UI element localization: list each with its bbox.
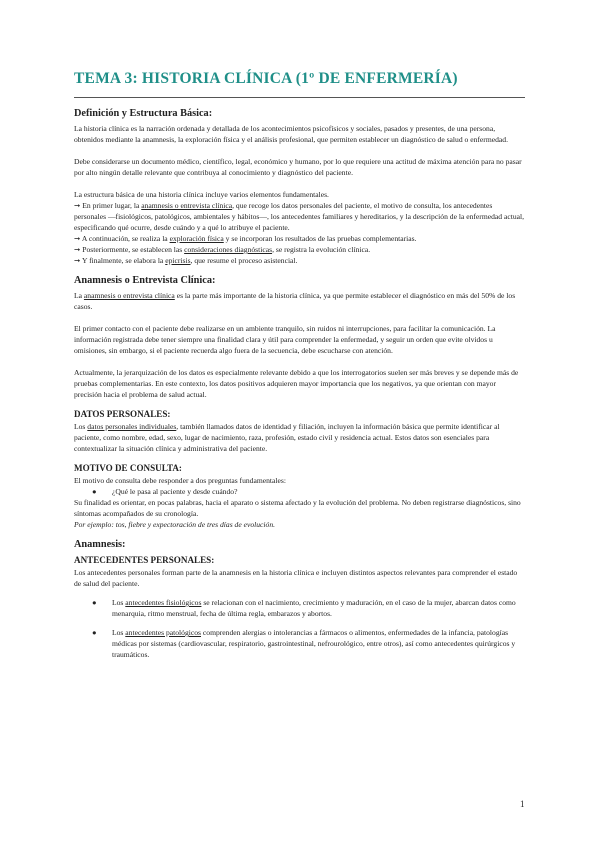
paragraph: La historia clínica es la narración ordenada y detallada de los acontecimientos psicofísicos y sociales, pasados y presentes, de una persona, obtenidos mediante la anamnesis, la exploración física y el análisis profesional, que permiten establecer un diagnóstico de salud o enfermedad.	[74, 124, 508, 144]
section-heading-anamnesis: Anamnesis:	[74, 539, 126, 550]
section-heading-motivo-consulta: MOTIVO DE CONSULTA:	[74, 463, 182, 473]
paragraph: Debe considerarse un documento médico, científico, legal, económico y humano, por lo que requiere una actitud de máxima atención para no pasar por alto ningún detalle relevante que contribuya al conocimiento y diagnóstico del paciente.	[74, 157, 522, 177]
paragraph: El motivo de consulta debe responder a dos preguntas fundamentales:	[74, 476, 286, 485]
underlined-term: anamnesis o entrevista clínica	[83, 291, 175, 300]
underlined-term: antecedentes fisiológicos	[125, 598, 202, 607]
subsection-heading-antecedentes: ANTECEDENTES PERSONALES:	[74, 555, 215, 565]
bullet-icon: ●	[92, 598, 97, 607]
paragraph: El primer contacto con el paciente debe realizarse en un ambiente tranquilo, sin ruidos ni interrupciones, para facilitar la comunicación. La información registrada debe tener siempre una finalidad clara y útil para comprender la enfermedad, y seguir un orden que evite olvidos u omisiones, sin embargo, si el paciente recuerda algo fuera de la secuencia, debe escucharse con atención.	[74, 324, 496, 355]
document-body	[74, 107, 525, 660]
bullet-icon: ●	[92, 628, 97, 637]
paragraph: La estructura básica de una historia clínica incluye varios elementos fundamentales.	[74, 190, 329, 199]
paragraph: Actualmente, la jerarquización de los datos es especialmente relevante debido a que los interrogatorios suelen ser más breves y se depende más de pruebas complementarias. En este contexto, los datos positivos adquieren mayor importancia que los negativos, ya que orientan con mayor precisión hacia el problema de salud actual.	[74, 368, 519, 399]
underlined-term: anamnesis o entrevista clínica	[141, 201, 233, 210]
bullet-icon: ●	[92, 487, 97, 496]
underlined-term: antecedentes patológicos	[125, 628, 201, 637]
paragraph: La anamnesis o entrevista clínica es la parte más importante de la historia clínica, ya que permite establecer el diagnóstico en más del 50% de los casos.	[74, 291, 516, 311]
arrow-icon: ➞	[74, 234, 81, 243]
underlined-term: exploración física	[169, 234, 224, 243]
arrow-icon: ➞	[74, 201, 81, 210]
list-item: ● Los antecedentes fisiológicos se relacionan con el nacimiento, crecimiento y maduración, en el caso de la mujer, abarcan datos como menarquia, ritmo menstrual, fecha de última regla, embarazos y abortos.	[92, 598, 516, 618]
arrow-item: ➞ Y finalmente, se elabora la epicrisis, que resume el proceso asistencial.	[74, 256, 298, 265]
section-heading-definicion: Definición y Estructura Básica:	[74, 108, 213, 119]
arrow-icon: ➞	[74, 245, 81, 254]
section-heading-anamnesis-entrevista: Anamnesis o Entrevista Clínica:	[74, 275, 216, 286]
page-title: TEMA 3: HISTORIA CLÍNICA (1º DE ENFERMERÍA)	[74, 70, 458, 87]
example-text: Por ejemplo: tos, fiebre y expectoración de tres días de evolución.	[74, 520, 276, 529]
arrow-icon: ➞	[74, 256, 81, 265]
list-item: ● ¿Qué le pasa al paciente y desde cuándo?	[92, 487, 238, 496]
arrow-item: ➞ Posteriormente, se establecen las consideraciones diagnósticas, se registra la evolución clínica.	[74, 245, 371, 254]
paragraph: Los datos personales individuales, también llamados datos de identidad y filiación, incluyen la información básica que permite identificar al paciente, como nombre, edad, sexo, lugar de nacimiento, raza, profesión, estado civil y residencia actual. Estos datos son esenciales para contextualizar la situación clínica y administrativa del paciente.	[74, 422, 500, 453]
section-heading-datos-personales: DATOS PERSONALES:	[74, 409, 171, 419]
title-divider	[74, 97, 525, 98]
paragraph: Su finalidad es orientar, en pocas palabras, hacia el aparato o sistema afectado y la evolución del problema. No deben registrarse diagnósticos, sino síntomas acompañados de su cronología.	[74, 498, 521, 518]
arrow-item: ➞ En primer lugar, la anamnesis o entrevista clínica, que recoge los datos personales del paciente, el motivo de consulta, los antecedentes personales —fisiológicos, patológicos, ambientales y hábitos—, los antecedentes familiares y hereditarios, y la descripción de la enfermedad actual, especificando qué ocurre, desde cuándo y a qué lo atribuye el paciente.	[74, 201, 524, 232]
list-item: ● Los antecedentes patológicos comprenden alergias o intolerancias a fármacos o alimentos, enfermedades de la infancia, patologías médicas por sistemas (cardiovascular, respiratorio, gastrointestinal, nefrourológico, entre otros), así como antecedentes quirúrgicos y traumáticos.	[92, 628, 516, 659]
underlined-term: epicrisis	[165, 256, 191, 265]
underlined-term: datos personales individuales	[87, 422, 177, 431]
underlined-term: consideraciones diagnósticas	[184, 245, 273, 254]
arrow-item: ➞ A continuación, se realiza la exploración física y se incorporan los resultados de las pruebas complementarias.	[74, 234, 417, 243]
paragraph: Los antecedentes personales forman parte de la anamnesis en la historia clínica e incluyen distintos aspectos relevantes para comprender el estado de salud del paciente.	[74, 568, 518, 588]
page-number: 1	[520, 799, 525, 809]
